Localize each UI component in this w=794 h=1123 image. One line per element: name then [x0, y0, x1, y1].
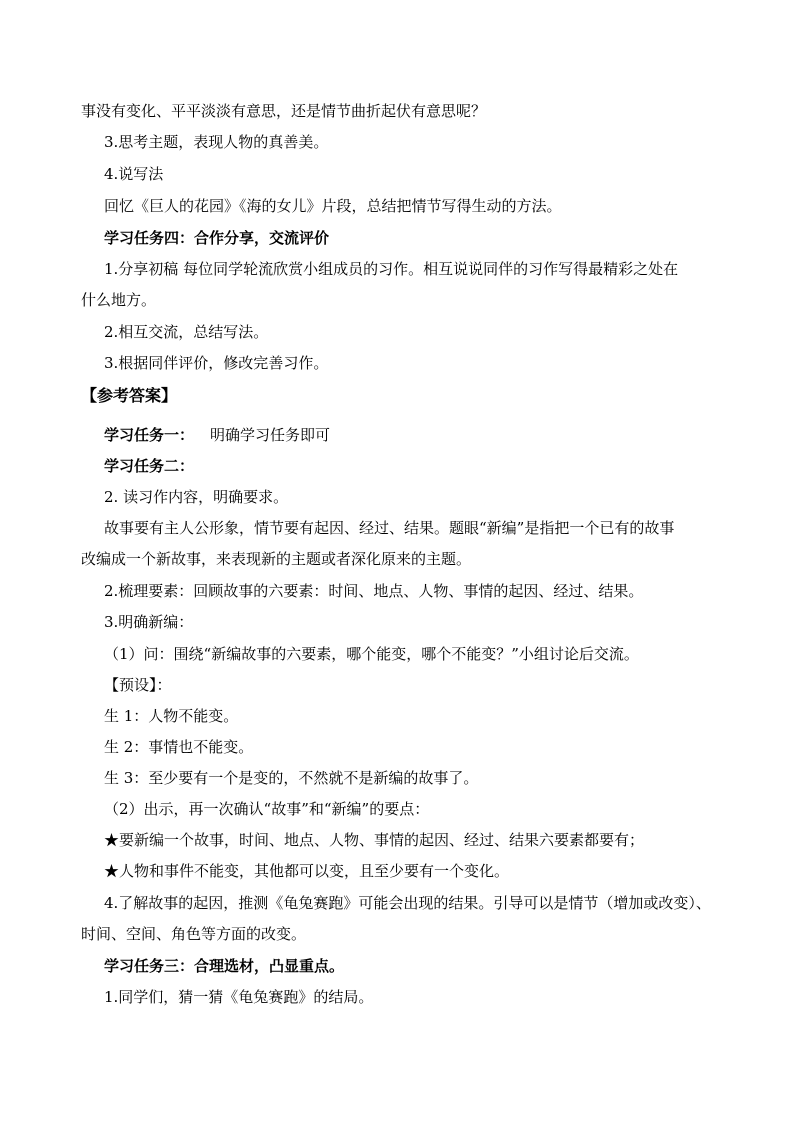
- task-line: [104, 425, 330, 445]
- paragraph-line: 3.根据同伴评价，修改完善习作。: [104, 354, 329, 372]
- paragraph-line: 生 1：人物不能变。: [104, 707, 239, 725]
- paragraph-line: 2.梳理要素：回顾故事的六要素：时间、地点、人物、事情的起因、经过、结果。: [104, 582, 644, 600]
- paragraph-line: 什么地方。: [81, 291, 157, 309]
- paragraph-line: ★人物和事件不能变，其他都可以变，且至少要有一个变化。: [104, 862, 510, 880]
- paragraph-line: 3.思考主题，表现人物的真善美。: [104, 133, 329, 151]
- task-label: 学习任务一：: [104, 426, 195, 444]
- paragraph-line: （2）出示，再一次确认“故事”和“新编”的要点：: [104, 800, 430, 818]
- paragraph-line: 1.分享初稿 每位同学轮流欣赏小组成员的习作。相互说说同伴的习作写得最精彩之处在: [104, 260, 679, 278]
- paragraph-line: 1.同学们，猜一猜《龟兔赛跑》的结局。: [104, 988, 374, 1006]
- paragraph-line: 2.相互交流，总结写法。: [104, 323, 269, 341]
- paragraph-line: 3.明确新编：: [104, 613, 194, 631]
- task-label: 学习任务二：: [104, 457, 195, 475]
- task-label: 学习任务三：合理选材，凸显重点。: [104, 957, 345, 975]
- answer-heading: 【参考答案】: [81, 386, 178, 405]
- paragraph-line: 生 3：至少要有一个是变的，不然就不是新编的故事了。: [104, 769, 479, 787]
- paragraph-line: 事没有变化、平平淡淡有意思，还是情节曲折起伏有意思呢？: [81, 102, 487, 120]
- paragraph-line: 2. 读习作内容，明确要求。: [104, 488, 289, 506]
- paragraph-line: 生 2：事情也不能变。: [104, 738, 254, 756]
- paragraph-line: 故事要有主人公形象，情节要有起因、经过、结果。题眼“新编”是指把一个已有的故事: [104, 519, 675, 537]
- section-heading: 学习任务四：合作分享，交流评价: [104, 229, 330, 247]
- paragraph-line: 改编成一个新故事，来表现新的主题或者深化原来的主题。: [81, 550, 472, 568]
- paragraph-line: 4.了解故事的起因，推测《龟兔赛跑》可能会出现的结果。引导可以是情节（增加或改变）、: [104, 894, 711, 912]
- paragraph-line: （1）问：围绕“新编故事的六要素，哪个能变，哪个不能变？”小组讨论后交流。: [104, 645, 639, 663]
- paragraph-line: 【预设】：: [104, 676, 172, 694]
- paragraph-line: 时间、空间、角色等方面的改变。: [81, 925, 307, 943]
- paragraph-line: ★要新编一个故事，时间、地点、人物、事情的起因、经过、结果六要素都要有；: [104, 831, 645, 849]
- paragraph-line: 4.说写法: [104, 165, 164, 183]
- task-text: 明确学习任务即可: [210, 426, 331, 444]
- paragraph-line: 回忆《巨人的花园》《海的女儿》片段，总结把情节写得生动的方法。: [104, 197, 562, 215]
